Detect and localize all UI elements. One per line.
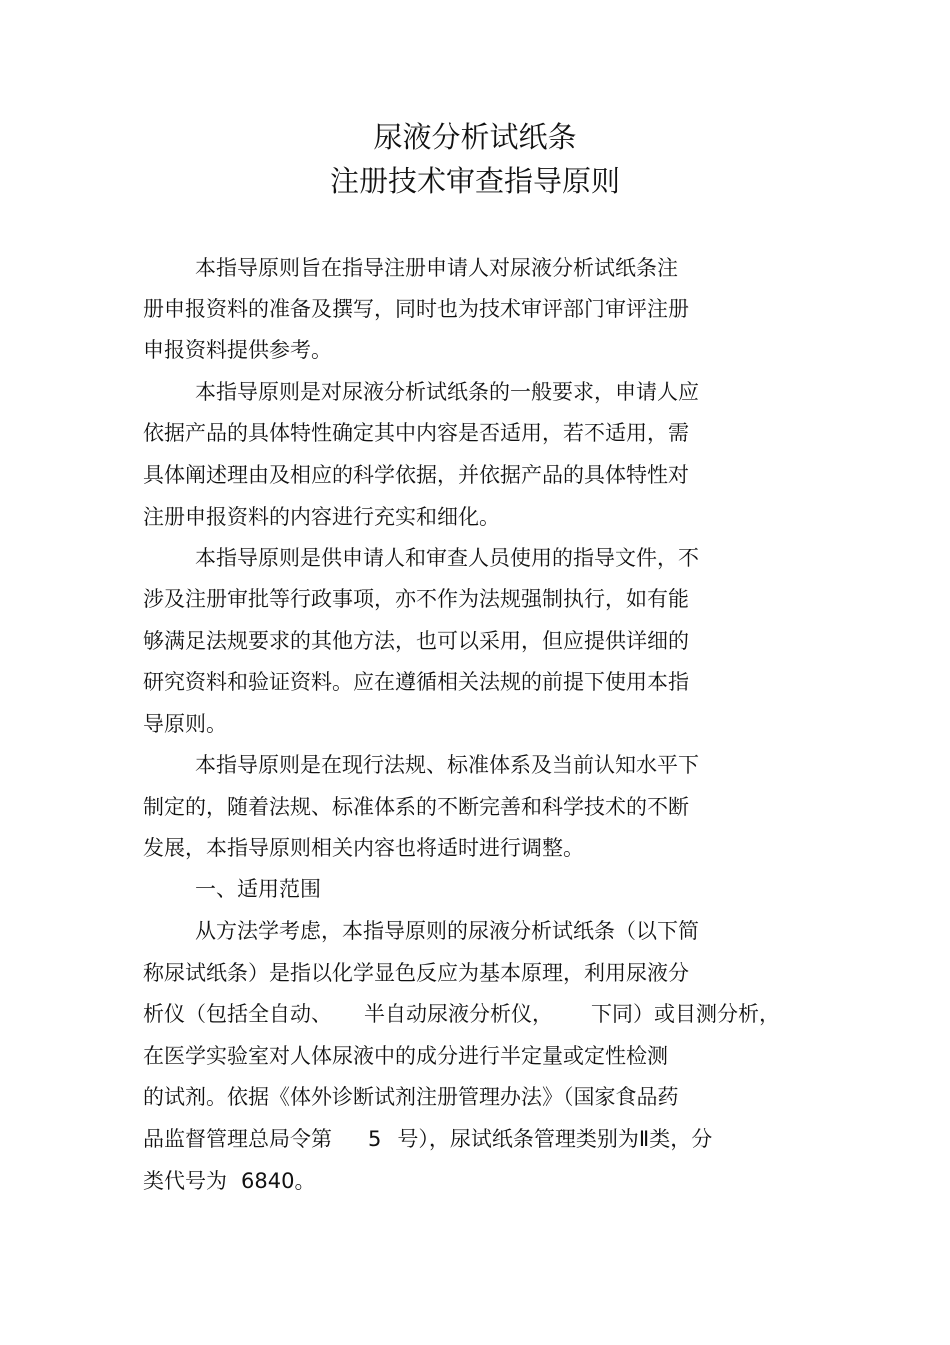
text-line: 的试剂。依据《体外诊断试剂注册管理办法》（国家食品药 <box>143 1085 679 1109</box>
text-line: 本指导原则是对尿液分析试纸条的一般要求，申请人应 <box>195 380 699 404</box>
text-segment: 号），尿试纸条管理类别为Ⅱ类，分 <box>397 1127 713 1151</box>
text-line: 本指导原则旨在指导注册申请人对尿液分析试纸条注 <box>195 256 678 280</box>
text-line <box>143 1124 712 1154</box>
text-line: 够满足法规要求的其他方法，也可以采用，但应提供详细的 <box>143 629 689 653</box>
document-title-line-2: 注册技术审查指导原则 <box>329 164 620 198</box>
text-line: 注册申报资料的内容进行充实和细化。 <box>143 505 500 529</box>
text-line: 制定的，随着法规、标准体系的不断完善和科学技术的不断 <box>143 795 689 819</box>
text-line: 本指导原则是在现行法规、标准体系及当前认知水平下 <box>195 753 699 777</box>
text-segment: 析仪（包括全自动、 <box>143 1002 332 1026</box>
text-segment: 下同）或目测分析， <box>591 1002 780 1026</box>
text-line: 涉及注册审批等行政事项，亦不作为法规强制执行，如有能 <box>143 587 689 611</box>
text-line: 称尿试纸条）是指以化学显色反应为基本原理，利用尿液分 <box>143 961 689 985</box>
text-segment: 5 <box>368 1127 382 1151</box>
document-title-line-1: 尿液分析试纸条 <box>373 120 577 154</box>
text-line: 依据产品的具体特性确定其中内容是否适用，若不适用，需 <box>143 421 689 445</box>
text-line: 申报资料提供参考。 <box>143 338 332 362</box>
text-line: 研究资料和验证资料。应在遵循相关法规的前提下使用本指 <box>143 670 689 694</box>
text-segment: 半自动尿液分析仪， <box>364 1002 553 1026</box>
text-line: 从方法学考虑，本指导原则的尿液分析试纸条（以下简 <box>195 919 699 943</box>
text-line: 册申报资料的准备及撰写，同时也为技术审评部门审评注册 <box>143 297 689 321</box>
text-line: 本指导原则是供申请人和审查人员使用的指导文件，不 <box>195 546 699 570</box>
text-segment: 品监督管理总局令第 <box>143 1127 332 1151</box>
text-line <box>143 999 780 1029</box>
text-line: 导原则。 <box>143 712 227 736</box>
section-heading: 一、适用范围 <box>195 877 321 901</box>
text-line: 发展，本指导原则相关内容也将适时进行调整。 <box>143 836 584 860</box>
text-line <box>143 1166 315 1196</box>
text-segment: 6840。 <box>241 1169 316 1193</box>
text-line: 具体阐述理由及相应的科学依据，并依据产品的具体特性对 <box>143 463 689 487</box>
text-segment: 类代号为 <box>143 1169 227 1193</box>
text-line: 在医学实验室对人体尿液中的成分进行半定量或定性检测 <box>143 1044 668 1068</box>
